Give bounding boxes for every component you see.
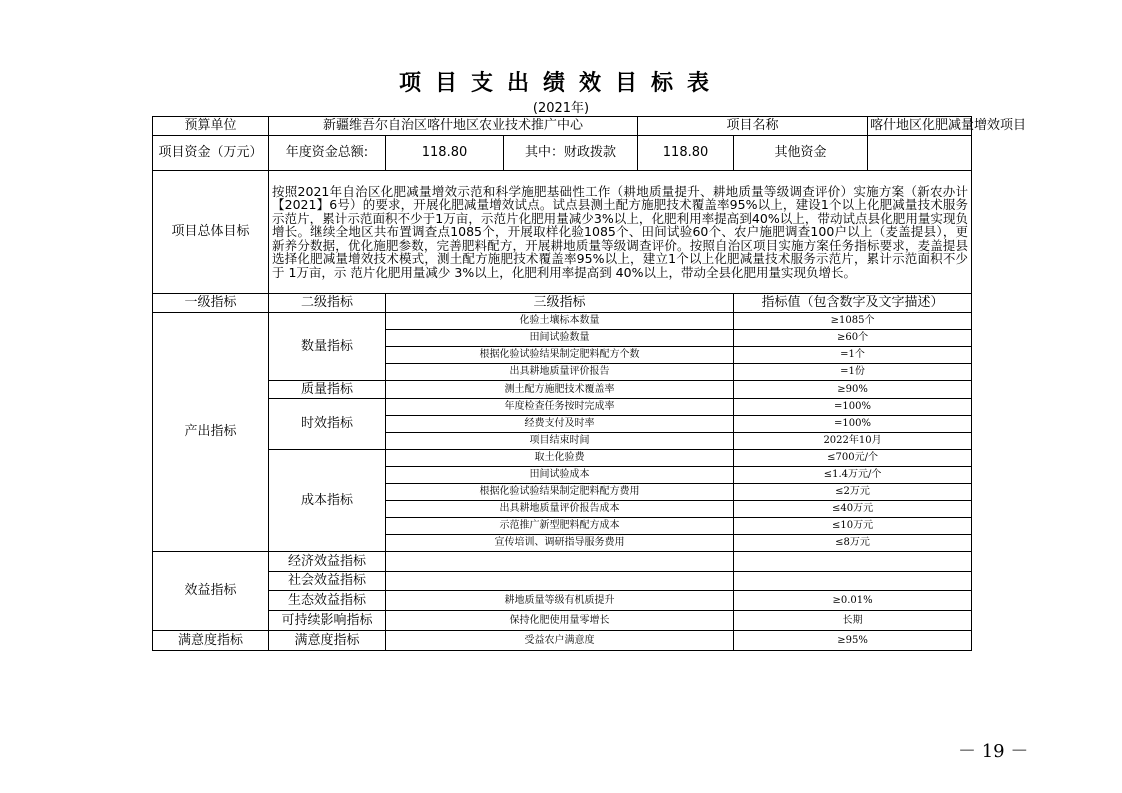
indicator-value: ≥60个 <box>734 330 972 347</box>
indicator-name: 测土配方施肥技术覆盖率 <box>386 381 734 399</box>
satisfaction-label: 满意度指标 <box>153 631 269 651</box>
indicator-name: 经费支付及时率 <box>386 416 734 433</box>
benefit-label: 效益指标 <box>153 552 269 631</box>
indicator-value: =1个 <box>734 347 972 364</box>
project-name-label: 项目名称 <box>638 117 868 136</box>
unit-label: 预算单位 <box>153 117 269 136</box>
indicator-name <box>386 572 734 591</box>
indicator-value: ≥1085个 <box>734 313 972 330</box>
other-fund-value <box>868 136 972 171</box>
indicator-name: 出具耕地质量评价报告成本 <box>386 501 734 518</box>
indicator-name: 示范推广新型肥料配方成本 <box>386 518 734 535</box>
indicator-value <box>734 572 972 591</box>
indicator-value: =1份 <box>734 364 972 381</box>
header-level2: 二级指标 <box>269 294 386 313</box>
indicator-name: 田间试验数量 <box>386 330 734 347</box>
indicator-name: 出具耕地质量评价报告 <box>386 364 734 381</box>
indicator-name: 取土化验费 <box>386 450 734 467</box>
indicator-value: ≥0.01% <box>734 591 972 611</box>
indicator-value: ≥90% <box>734 381 972 399</box>
indicator-name <box>386 552 734 572</box>
benefit-level2: 生态效益指标 <box>269 591 386 611</box>
performance-table <box>152 116 1027 651</box>
annual-fund-value: 118.80 <box>386 136 504 171</box>
benefit-level2: 经济效益指标 <box>269 552 386 572</box>
indicator-name: 耕地质量等级有机质提升 <box>386 591 734 611</box>
indicator-name: 根据化验试验结果制定肥料配方个数 <box>386 347 734 364</box>
project-name-value: 喀什地区化肥减量增效项目 <box>868 117 972 136</box>
fiscal-fund-value: 118.80 <box>638 136 734 171</box>
indicator-value: =100% <box>734 399 972 416</box>
indicator-name: 保持化肥使用量零增长 <box>386 611 734 631</box>
indicator-value: ≤8万元 <box>734 535 972 552</box>
unit-value: 新疆维吾尔自治区喀什地区农业技术推广中心 <box>269 117 638 136</box>
benefit-level2: 社会效益指标 <box>269 572 386 591</box>
header-level1: 一级指标 <box>153 294 269 313</box>
indicator-name: 项目结束时间 <box>386 433 734 450</box>
satisfaction-level2: 满意度指标 <box>269 631 386 651</box>
goal-label: 项目总体目标 <box>153 171 269 294</box>
indicator-name: 化验土壤标本数量 <box>386 313 734 330</box>
other-fund-label: 其他资金 <box>734 136 868 171</box>
indicator-value: ≤40万元 <box>734 501 972 518</box>
fiscal-fund-label: 其中：财政拨款 <box>504 136 638 171</box>
indicator-value: 2022年10月 <box>734 433 972 450</box>
annual-fund-label: 年度资金总额: <box>269 136 386 171</box>
indicator-value: ≤700元/个 <box>734 450 972 467</box>
header-level3: 三级指标 <box>386 294 734 313</box>
quality-label: 质量指标 <box>269 381 386 399</box>
indicator-value: ≤10万元 <box>734 518 972 535</box>
indicator-value: ≥95% <box>734 631 972 651</box>
goal-text: 按照2021年自治区化肥减量增效示范和科学施肥基础性工作（耕地质量提升、耕地质量等级调查评价）实施方案（新农办计【2021】6号）的要求，开展化肥减量增效试点。试点县测土配方施肥技术覆盖率95%以上，建设1个以上化肥减量技术服务示范片，累计示范面积不少于1万亩，示范片化肥用量减少3%以上，化肥利用率提高到40%以上，带动试点县化肥用量实现负增长。继续全地区共布置调查点1085个，开展取样化验1085个、田间试验60个、农户施肥调查100户以上（麦盖提县），更新养分数据，优化施肥参数，完善肥料配方，开展耕地质量等级调查评价。按照自治区项目实施方案任务指标要求，麦盖提县选择化肥减量增效技术模式，测土配方施肥技术覆盖率95%以上，建立1个以上化肥减量技术服务示范片，累计示范面积不少于 1万亩，示 范片化肥用量减少 3%以上，化肥利用率提高到 40%以上，带动全县化肥用量实现负增长。 <box>269 171 972 294</box>
indicator-value <box>734 552 972 572</box>
cost-label: 成本指标 <box>269 450 386 552</box>
fund-label: 项目资金（万元） <box>153 136 269 171</box>
indicator-name: 受益农户满意度 <box>386 631 734 651</box>
header-value: 指标值（包含数字及文字描述） <box>734 294 972 313</box>
indicator-value: 长期 <box>734 611 972 631</box>
page-number: － 19 － <box>958 741 1029 762</box>
indicator-name: 根据化验试验结果制定肥料配方费用 <box>386 484 734 501</box>
indicator-name: 田间试验成本 <box>386 467 734 484</box>
page-title: 项目支出绩效目标表 <box>398 71 723 96</box>
quantity-label: 数量指标 <box>269 313 386 381</box>
output-label: 产出指标 <box>153 313 269 552</box>
indicator-value: ≤2万元 <box>734 484 972 501</box>
indicator-name: 宣传培训、调研指导服务费用 <box>386 535 734 552</box>
indicator-value: =100% <box>734 416 972 433</box>
year-label: (2021年) <box>532 101 590 116</box>
indicator-name: 年度检查任务按时完成率 <box>386 399 734 416</box>
time-label: 时效指标 <box>269 399 386 450</box>
benefit-level2: 可持续影响指标 <box>269 611 386 631</box>
indicator-value: ≤1.4万元/个 <box>734 467 972 484</box>
